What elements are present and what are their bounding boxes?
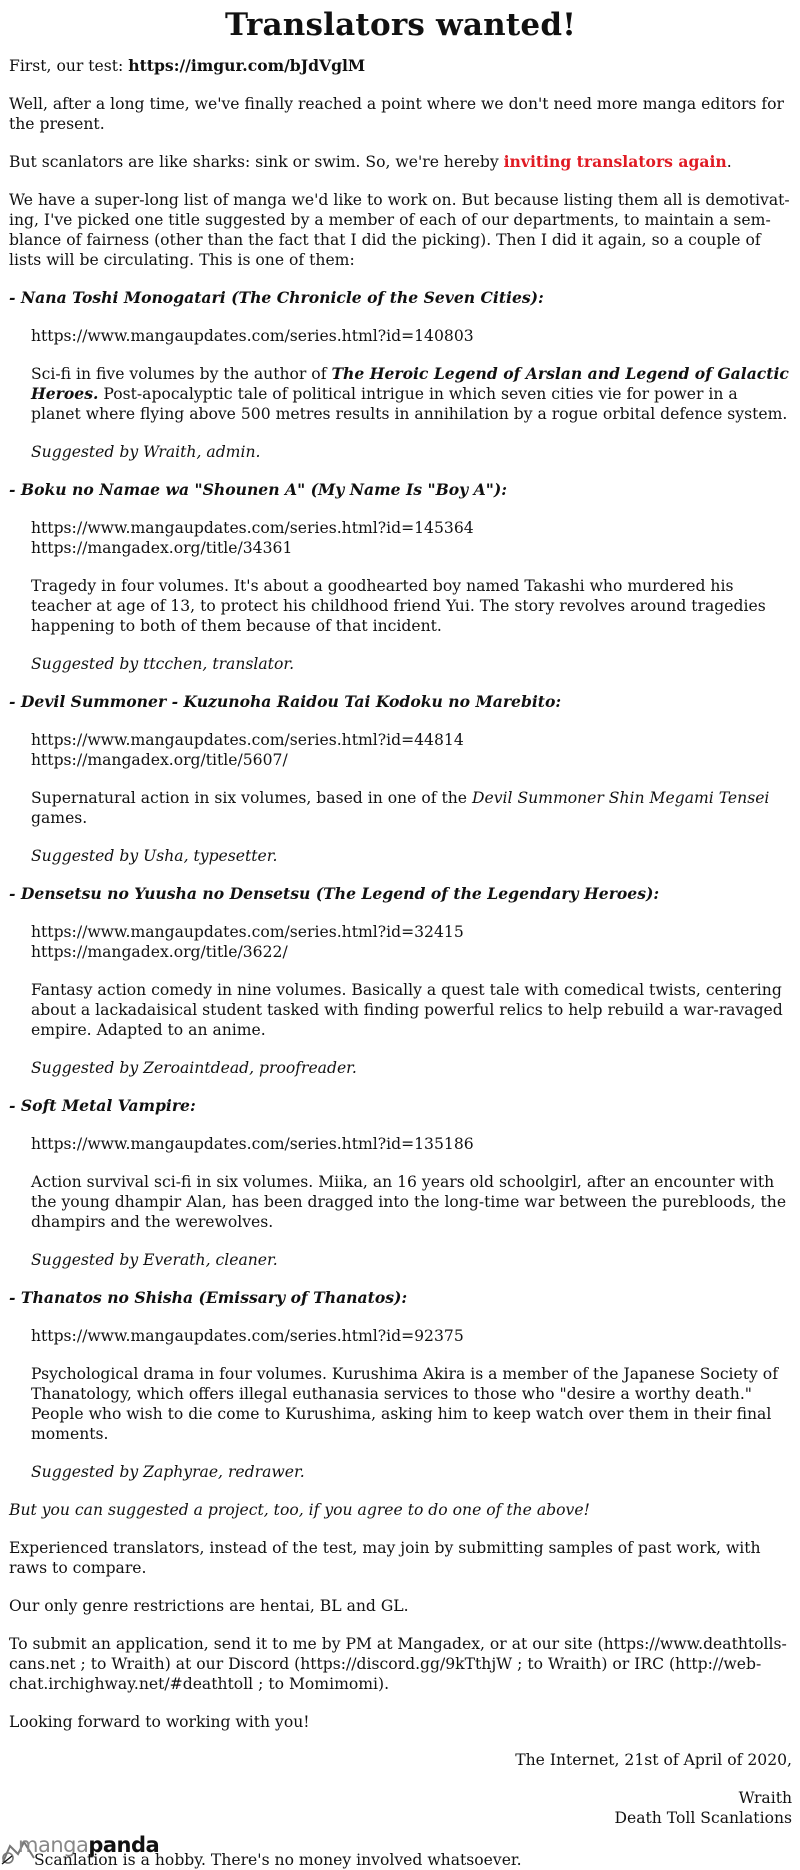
entry-links <box>31 1134 792 1154</box>
entry-desc-emphasis: Devil Summoner Shin Megami Tensei <box>471 789 770 807</box>
entry-title: - Thanatos no Shisha (Emissary of Thanatos): <box>9 1288 408 1307</box>
entry-links <box>31 730 792 770</box>
entry-url[interactable]: https://www.mangaupdates.com/series.html?id=32415 <box>31 923 464 941</box>
entry-url[interactable]: https://mangadex.org/title/5607/ <box>31 751 288 769</box>
closing-line: Looking forward to working with you! <box>9 1713 310 1731</box>
manga-entry <box>9 1288 792 1482</box>
entry-suggested-by: Suggested by ttcchen, translator. <box>31 655 295 673</box>
intro-2-highlight: inviting translators again <box>503 152 727 171</box>
entry-description <box>31 364 792 424</box>
manga-entry <box>9 288 792 462</box>
entry-description: Action survival sci-fi in six volumes. Miika, an 16 years old schoolgirl, after an encounter with the young dhampir Alan, has been dragged into the long-time war between the purebloods, the dhampirs and the werewolves. <box>31 1173 787 1231</box>
entry-desc-emphasis: The Heroic Legend of Arslan and Legend of Galactic Heroes. <box>31 364 789 403</box>
intro-paragraph-3: We have a super-long list of manga we'd like to work on. But because listing them all is demotivating, I've picked one title suggested by a member of each of our departments, to maintain a semblance of fairness (other than the fact that I did the picking). Then I did it again, so a couple of lists will be circulating. This is one of them: <box>9 191 790 269</box>
entry-url[interactable]: https://www.mangaupdates.com/series.html?id=145364 <box>31 519 474 537</box>
entry-url[interactable]: https://mangadex.org/title/34361 <box>31 539 293 557</box>
entry-desc-text-after: games. <box>31 809 88 827</box>
entry-links <box>31 326 792 346</box>
entry-suggested-by: Suggested by Everath, cleaner. <box>31 1251 278 1269</box>
entry-title: - Nana Toshi Monogatari (The Chronicle of the Seven Cities): <box>9 288 544 307</box>
entry-url[interactable]: https://www.mangaupdates.com/series.html?id=92375 <box>31 1327 464 1345</box>
entry-description: Psychological drama in four volumes. Kurushima Akira is a member of the Japanese Society of Thanatology, which offers illegal euthanasia services to those who "desire a worthy death." People who wish to die come to Kurushima, asking him to keep watch over them in their final moments. <box>31 1365 778 1443</box>
intro-2-after: . <box>726 153 732 171</box>
test-link[interactable]: https://imgur.com/bJdVglM <box>128 56 366 75</box>
entry-desc-text: Supernatural action in six volumes, based in one of the <box>31 789 472 807</box>
submit-instructions: To submit an application, send it to me by PM at Mangadex, or at our site (https://www.deathtollscans.net ; to Wraith) at our Discord (https://discord.gg/9kTthjW ; to Wraith) or IRC (http://webchat.irchighway.net/#deathtoll ; to Momimomi). <box>9 1635 787 1693</box>
entry-description <box>31 788 792 828</box>
dateline: The Internet, 21st of April of 2020, <box>515 1751 792 1769</box>
entry-url[interactable]: https://www.mangaupdates.com/series.html?id=44814 <box>31 731 464 749</box>
manga-entry <box>9 692 792 866</box>
experienced-note: Experienced translators, instead of the test, may join by submitting samples of past work, with raws to compare. <box>9 1539 761 1577</box>
manga-entry <box>9 1096 792 1270</box>
entry-links <box>31 922 792 962</box>
entry-suggested-by: Suggested by Zeroaintdead, proofreader. <box>31 1059 357 1077</box>
entry-suggested-by: Suggested by Wraith, admin. <box>31 443 261 461</box>
signature-name: Wraith <box>738 1789 792 1807</box>
signature-group: Death Toll Scanlations <box>614 1809 792 1827</box>
entry-description: Fantasy action comedy in nine volumes. Basically a quest tale with comedical twists, centering about a lackadaisical student tasked with finding powerful relics to help rebuild a war-ravaged empire. Adapted to an anime. <box>31 981 783 1039</box>
entry-url[interactable]: https://www.mangaupdates.com/series.html?id=135186 <box>31 1135 474 1153</box>
entry-links <box>31 1326 792 1346</box>
intro-paragraph-1: Well, after a long time, we've finally reached a point where we don't need more manga editors for the present. <box>9 95 784 133</box>
intro-paragraph-2 <box>9 152 792 172</box>
entry-url[interactable]: https://www.mangaupdates.com/series.html?id=140803 <box>31 327 474 345</box>
test-prefix: First, our test: <box>9 57 129 75</box>
disclaimer: Scanlation is a hobby. There's no money involved whatsoever. <box>34 1851 522 1869</box>
entry-suggested-by: Suggested by Usha, typesetter. <box>31 847 278 865</box>
entry-title: - Soft Metal Vampire: <box>9 1096 196 1115</box>
intro-2-before: But scanlators are like sharks: sink or swim. So, we're hereby <box>9 153 504 171</box>
watermark-panda: panda <box>88 1833 160 1857</box>
genre-restrictions: Our only genre restrictions are hentai, BL and GL. <box>9 1597 409 1615</box>
entry-url[interactable]: https://mangadex.org/title/3622/ <box>31 943 288 961</box>
suggest-note: But you can suggested a project, too, if you agree to do one of the above! <box>9 1501 590 1519</box>
page-title: Translators wanted! <box>224 7 577 43</box>
entry-title: - Densetsu no Yuusha no Densetsu (The Legend of the Legendary Heroes): <box>9 884 660 903</box>
entry-desc-text: Sci-fi in five volumes by the author of <box>31 365 332 383</box>
footer <box>0 1834 800 1867</box>
test-line <box>9 56 792 76</box>
manga-entry <box>9 480 792 674</box>
watermark-manga: manga <box>18 1833 89 1857</box>
entry-description: Tragedy in four volumes. It's about a goodhearted boy named Takashi who murdered his teacher at age of 13, to protect his childhood friend Yui. The story revolves around tragedies happening to both of them because of that incident. <box>31 577 766 635</box>
entry-title: - Boku no Namae wa "Shounen A" (My Name Is "Boy A"): <box>9 480 508 499</box>
manga-entry <box>9 884 792 1078</box>
entry-suggested-by: Suggested by Zaphyrae, redrawer. <box>31 1463 305 1481</box>
entry-title: - Devil Summoner - Kuzunoha Raidou Tai Kodoku no Marebito: <box>9 692 562 711</box>
entry-desc-text-after: Post-apocalyptic tale of political intrigue in which seven cities vie for power in a planet where flying above 500 metres results in annihilation by a rogue orbital defence system. <box>31 385 788 423</box>
entry-links <box>31 518 792 558</box>
